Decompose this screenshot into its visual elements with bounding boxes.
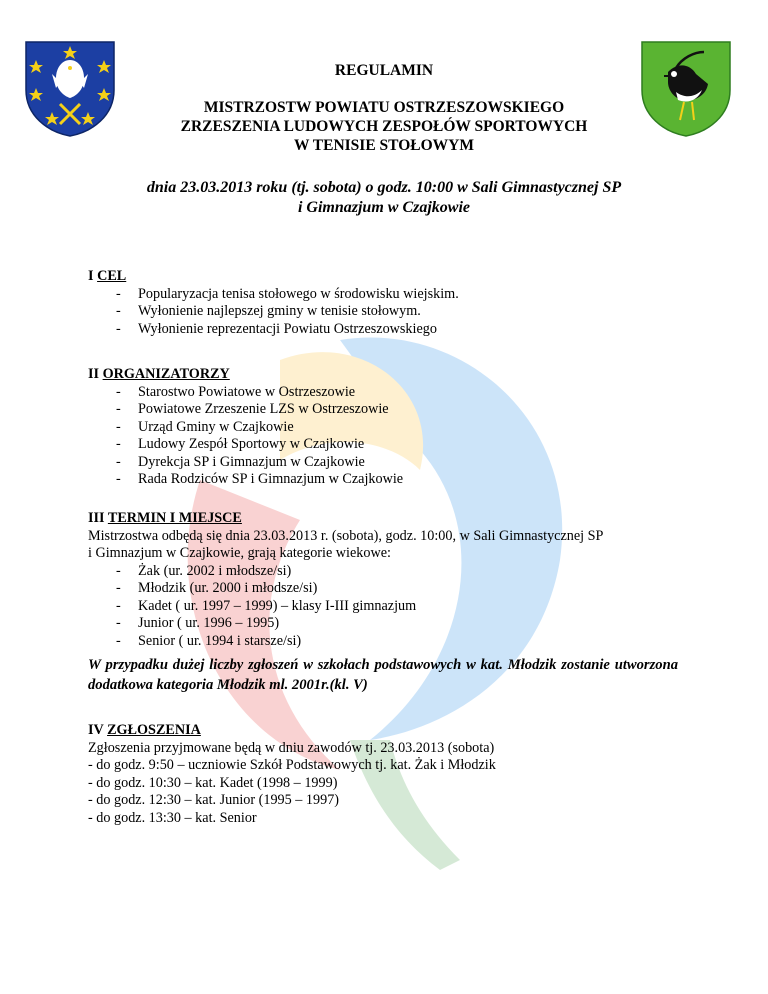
subtitle-line: MISTRZOSTW POWIATU OSTRZESZOWSKIEGO (203, 99, 565, 116)
section-termin (88, 510, 708, 650)
section-intro (88, 528, 678, 563)
goal-list (88, 286, 708, 339)
list-item: - Junior ( ur. 1996 – 1995) (88, 615, 708, 633)
intro-line: i Gimnazjum w Czajkowie, grają kategorie wiekowe: (88, 545, 391, 561)
section-number: II (88, 366, 100, 382)
section-title: ORGANIZATORZY (102, 366, 230, 382)
age-category-list (88, 563, 708, 651)
section-heading (88, 366, 708, 384)
subtitle-line: W TENISIE STOŁOWYM (293, 137, 475, 154)
section-heading (88, 268, 708, 286)
organizer-list (88, 384, 708, 489)
additional-category-note: W przypadku dużej liczby zgłoszeń w szkołach podstawowych w kat. Młodzik zostanie utworzona dodatkowa kategoria Młodzik ml. 2001r.(kl. V) (88, 657, 678, 693)
registration-line: - do godz. 9:50 – uczniowie Szkół Podstawowych tj. kat. Żak i Młodzik (88, 757, 496, 773)
section-number: III (88, 510, 105, 526)
date-line: dnia 23.03.2013 roku (tj. sobota) o godz. 10:00 w Sali Gimnastycznej SP (146, 179, 622, 196)
list-item: - Wyłonienie najlepszej gminy w tenisie stołowym. (88, 303, 708, 321)
subtitle-line: ZRZESZENIA LUDOWYCH ZESPOŁÓW SPORTOWYCH (180, 118, 588, 135)
document-subtitle (0, 98, 768, 155)
event-date-heading (0, 178, 768, 218)
section-number: IV (88, 722, 104, 738)
list-item: - Urząd Gminy w Czajkowie (88, 419, 708, 437)
section-zgloszenia (88, 722, 708, 827)
list-item: - Kadet ( ur. 1997 – 1999) – klasy I-III gimnazjum (88, 598, 708, 616)
list-item: - Popularyzacja tenisa stołowego w środowisku wiejskim. (88, 286, 708, 304)
list-item: - Żak (ur. 2002 i młodsze/si) (88, 563, 708, 581)
intro-line: Mistrzostwa odbędą się dnia 23.03.2013 r. (sobota), godz. 10:00, w Sali Gimnastycznej SP (88, 527, 604, 544)
section-cel (88, 268, 708, 338)
date-line: i Gimnazjum w Czajkowie (297, 199, 471, 216)
list-item: - Powiatowe Zrzeszenie LZS w Ostrzeszowie (88, 401, 708, 419)
section-title: ZGŁOSZENIA (107, 722, 201, 738)
list-item: - Dyrekcja SP i Gimnazjum w Czajkowie (88, 454, 708, 472)
registration-line: Zgłoszenia przyjmowane będą w dniu zawodów tj. 23.03.2013 (sobota) (88, 739, 495, 756)
document-title: REGULAMIN (334, 62, 434, 79)
section-title: TERMIN I MIEJSCE (107, 510, 242, 526)
section-number: I (88, 268, 94, 284)
list-item: - Senior ( ur. 1994 i starsze/si) (88, 633, 708, 651)
registration-line: - do godz. 13:30 – kat. Senior (88, 809, 257, 826)
list-item: - Wyłonienie reprezentacji Powiatu Ostrzeszowskiego (88, 321, 708, 339)
section-title: CEL (97, 268, 127, 284)
registration-line: - do godz. 12:30 – kat. Junior (1995 – 1997) (88, 792, 340, 808)
registration-line: - do godz. 10:30 – kat. Kadet (1998 – 1999) (88, 774, 338, 791)
section-heading (88, 722, 708, 740)
list-item: - Młodzik (ur. 2000 i młodsze/si) (88, 580, 708, 598)
list-item: - Ludowy Zespół Sportowy w Czajkowie (88, 436, 708, 454)
section-heading (88, 510, 708, 528)
section-organizatorzy (88, 366, 708, 489)
list-item: - Rada Rodziców SP i Gimnazjum w Czajkowie (88, 471, 708, 489)
list-item: - Starostwo Powiatowe w Ostrzeszowie (88, 384, 708, 402)
